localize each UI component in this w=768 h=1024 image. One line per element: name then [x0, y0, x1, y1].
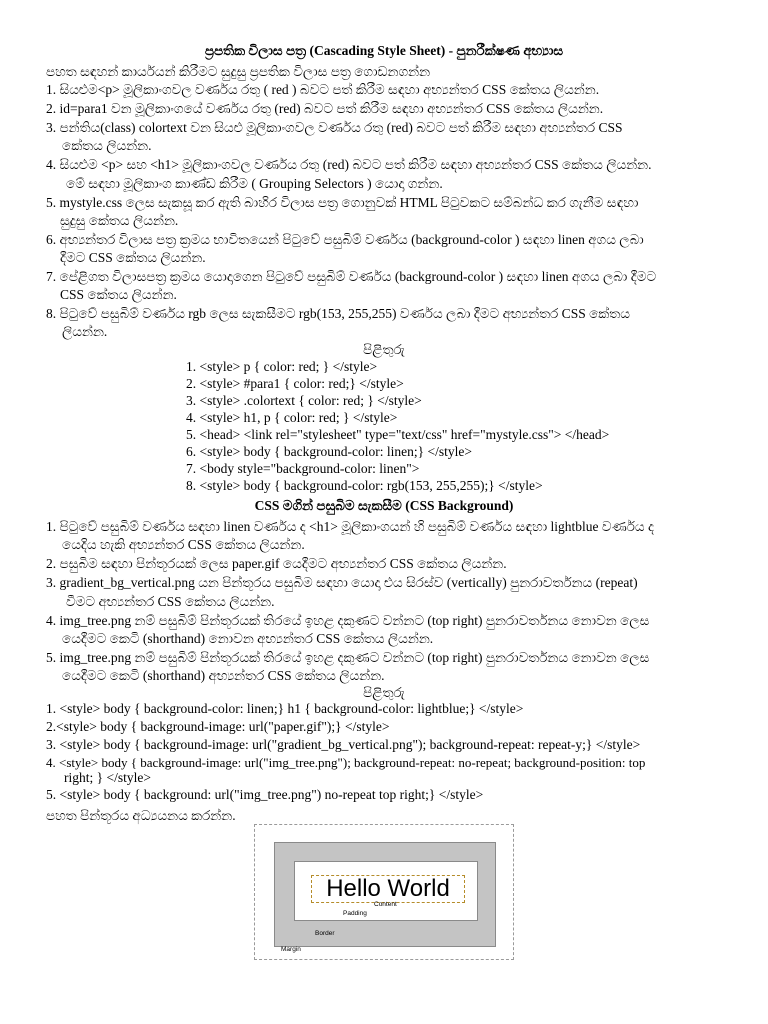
question-item: 3. පන්තිය(class) colortext වන සියළු මූලිකාංගවල වර්ණය රතු (red) බවට පත් කිරීම සඳහා අභ්‍යන්තර CSS	[46, 120, 623, 135]
question-item: 6. අභ්‍යන්තර විලාස පත්‍ර ක්‍රමය භාවිතයෙන් පිටුවේ පසුබිම් වර්ණය (background-color ) සඳහා linen අගය ලබා	[46, 232, 644, 247]
answer-item: 3. <style> .colortext { color: red; } </style>	[186, 393, 422, 408]
question-item-continuation: සුදුසු කේතය ලියන්න.	[60, 213, 179, 228]
section-title-background: CSS මගින් පසුබිම සැකසීම (CSS Background)	[254, 498, 514, 513]
question-item: 7. පේළිගත විලාසපත්‍ර ක්‍රමය යොදාගෙන පිටුවේ පසුබිම් වර්ණය (background-color ) සඳහා linen අගය ලබා දීමට	[46, 269, 657, 284]
answer-item: 1. <style> p { color: red; } </style>	[186, 359, 378, 374]
intro-text: පහත සඳහන් කාර්යයන් කිරීමට සුදුසු ප්‍රපතික විලාස පත්‍ර ගොඩනගන්න	[46, 64, 431, 79]
answer-item: 8. <style> body { background-color: rgb(153, 255,255);} </style>	[186, 478, 543, 493]
question-item: 2. id=para1 වන මූලිකාංගයේ වර්ණය රතු (red) බවට පත් කිරීම සඳහා අභ්‍යන්තර CSS කේතය ලියන්න.	[46, 101, 604, 116]
question-item: 1. සියළුම<p> මූලිකාංගවල වර්ණය රතු ( red ) බවට පත් කිරීම සඳහා අභ්‍යන්තර CSS කේතය ලියන්න.	[46, 82, 600, 97]
box-model-padding-area	[294, 861, 478, 921]
hello-world-text: Hello World	[326, 875, 450, 902]
box-model-content-area	[311, 875, 465, 908]
question-item-continuation: වීමට අභ්‍යන්තර CSS කේතය ලියන්න.	[66, 594, 275, 609]
answers-heading: පිළිතුරු	[363, 685, 405, 700]
padding-label: Padding	[343, 910, 367, 917]
question-item: 4. img_tree.png නම් පසුබිම් පින්තූරයක් තිරයේ ඉහළ දකුණට වන්නට (top right) පුනරාවර්තනය නොවන ලෙස	[46, 613, 650, 628]
question-item-continuation: මේ සඳහා මූලිකාංග කාණ්ඩ කිරීම ( Grouping Selectors ) යොදා ගන්න.	[66, 176, 443, 191]
question-item: 3. gradient_bg_vertical.png යන පින්තූරය පසුබිම සඳහා යොදා එය සිරස්ව (vertically) පුනරාවර්තනය (repeat)	[46, 575, 638, 590]
answer-item: 7. <body style="background-color: linen">	[186, 461, 420, 476]
question-item: 1. පිටුවේ පසුබිම් වර්ණය සඳහා linen වර්ණය ද <h1> මූලිකාංගයන් හි පසුබිම් වර්ණය සඳහා lightblue වර්ණය ද	[46, 519, 654, 534]
question-item: 4. සියළුම <p> සහ <h1> මූලිකාංගවල වර්ණය රතු (red) බවට පත් කිරීම සඳහා අභ්‍යන්තර CSS කේතය ලියන්න.	[46, 157, 652, 172]
answer-item: 4. <style> h1, p { color: red; } </style>	[186, 410, 398, 425]
question-item: 5. mystyle.css ලෙස සැකසූ කර ඇති බාහිර විලාස පත්‍ර ගොනුවක් HTML පිටුවකට සම්බන්ධ කර ගැනීම සඳහා	[46, 195, 639, 210]
question-item-continuation: CSS කේතය ලියන්න.	[60, 287, 177, 302]
question-item: 2. පසුබිම සඳහා පින්තූරයක් ලෙස paper.gif යෙදීමට අභ්‍යන්තර CSS කේතය ලියන්න.	[46, 556, 507, 571]
question-item: 8. පිටුවේ පසුබිම් වර්ණය rgb ලෙස සැකසීමට rgb(153, 255,255) වර්ණය ලබා දීමට අභ්‍යන්තර CSS කේතය	[46, 306, 630, 321]
box-model-border-area	[274, 842, 496, 947]
answer-item-continuation: right; } </style>	[64, 770, 151, 785]
answers-heading: පිළිතුරු	[363, 342, 405, 357]
question-item: 5. img_tree.png නම් පසුබිම් පින්තූරයක් තිරයේ ඉහළ දකුණට වන්නට (top right) පුනරාවර්තනය නොවන ලෙස	[46, 650, 650, 665]
question-item-continuation: යෙදීමට කෙටි (shorthand) අභ්‍යන්තර CSS කේතය ලියන්න.	[62, 668, 385, 683]
answer-item: 2.<style> body { background-image: url("paper.gif");} </style>	[46, 719, 390, 734]
answer-item: 1. <style> body { background-color: linen;} h1 { background-color: lightblue;} </style>	[46, 701, 524, 716]
answer-item: 2. <style> #para1 { color: red;} </style>	[186, 376, 404, 391]
question-item-continuation: යෙදීමට කෙටි (shorthand) නොවන අභ්‍යන්තර CSS කේතය ලියන්න.	[62, 631, 434, 646]
answer-item: 4. <style> body { background-image: url("img_tree.png"); background-repeat: no-repeat; background-position: top	[46, 755, 646, 770]
question-item-continuation: දීමට CSS කේතය ලියන්න.	[60, 250, 206, 265]
question-item-continuation: ලියන්න.	[62, 324, 108, 339]
question-item-continuation: යෙදිය හැකි අභ්‍යන්තර CSS කේතය ලියන්න.	[62, 537, 305, 552]
worksheet-title: ප්‍රපතික විලාස පත්‍ර (Cascading Style Sheet) - පුනරීක්ෂණ අභ්‍යාස	[204, 43, 564, 58]
question-item-continuation: කේතය ලියන්න.	[62, 138, 152, 153]
answer-item: 6. <style> body { background-color: linen;} </style>	[186, 444, 472, 459]
content-label: Content	[374, 901, 397, 908]
answer-item: 5. <style> body { background: url("img_tree.png") no-repeat top right;} </style>	[46, 787, 484, 802]
box-model-diagram	[254, 824, 514, 960]
border-label: Border	[315, 930, 335, 937]
study-prompt: පහත පින්තූරය අධ්‍යයනය කරන්න.	[46, 808, 236, 823]
answer-item: 5. <head> <link rel="stylesheet" type="text/css" href="mystyle.css"> </head>	[186, 427, 610, 442]
margin-label: Margin	[281, 946, 301, 953]
answer-item: 3. <style> body { background-image: url("gradient_bg_vertical.png"); background-repeat: repeat-y;} </style>	[46, 737, 641, 752]
